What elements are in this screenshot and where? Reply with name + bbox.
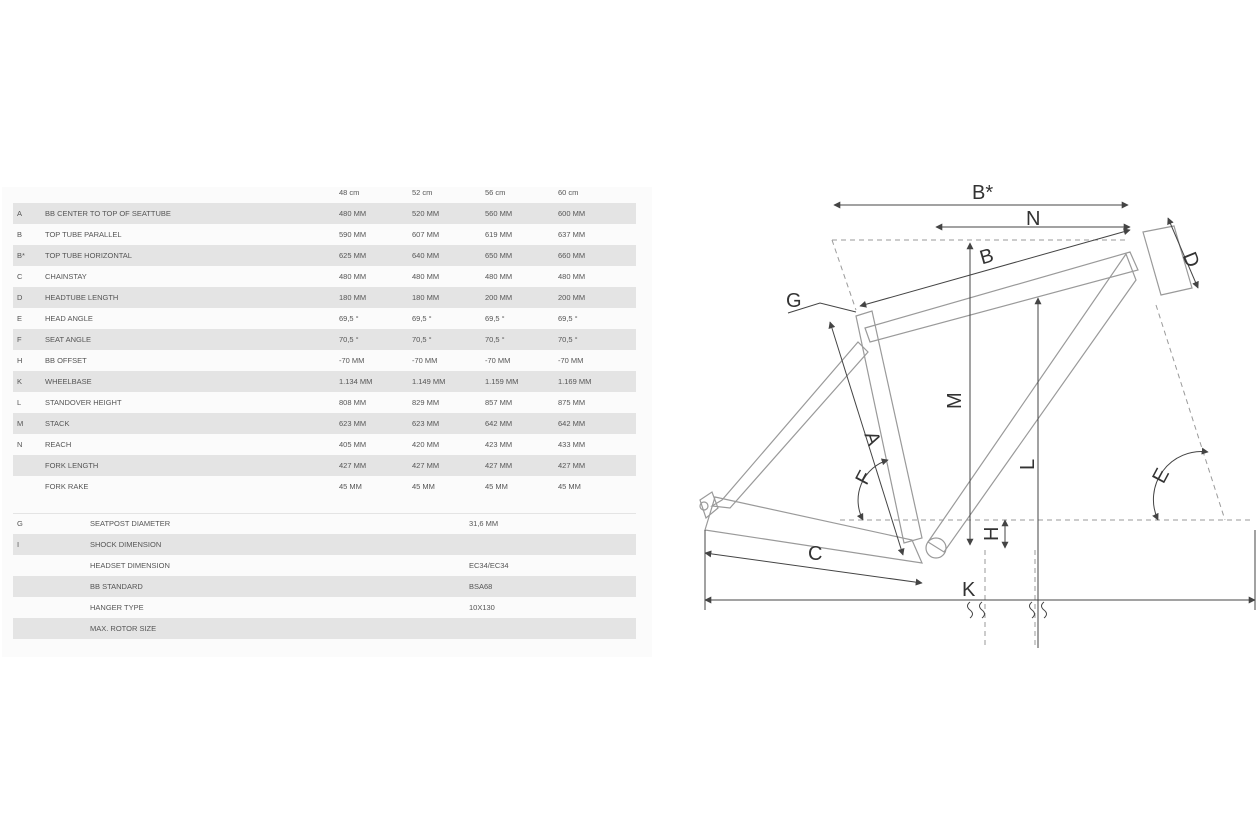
geometry-row — [13, 245, 636, 266]
row-value: 829 MM — [412, 398, 440, 407]
row-code: K — [17, 377, 23, 386]
row-value: 660 MM — [558, 251, 586, 260]
row-value: 427 MM — [558, 461, 586, 470]
row-value: -70 MM — [412, 356, 438, 365]
label-l: L — [1017, 458, 1039, 470]
rear-axle — [700, 502, 708, 510]
label-f: F — [851, 467, 877, 489]
geometry-row — [13, 476, 636, 497]
spec-row — [13, 618, 636, 639]
row-value: 45 MM — [412, 482, 435, 491]
row-value: 70,5 ° — [485, 335, 505, 344]
row-value: 433 MM — [558, 440, 586, 449]
label-m: M — [944, 392, 966, 409]
row-value: 642 MM — [558, 419, 586, 428]
row-value: 45 MM — [558, 482, 581, 491]
row-value: 69,5 ° — [558, 314, 578, 323]
row-value: 875 MM — [558, 398, 586, 407]
row-value: 420 MM — [412, 440, 440, 449]
size-header-4: 60 cm — [558, 188, 579, 197]
row-label: TOP TUBE HORIZONTAL — [45, 251, 132, 260]
row-code: M — [17, 419, 24, 428]
spec-row — [13, 555, 636, 576]
row-value: 642 MM — [485, 419, 513, 428]
row-value: 480 MM — [485, 272, 513, 281]
spec-value: 10X130 — [469, 603, 495, 612]
label-a: A — [859, 428, 885, 449]
row-value: 857 MM — [485, 398, 513, 407]
row-value: 640 MM — [412, 251, 440, 260]
row-value: 623 MM — [412, 419, 440, 428]
label-g: G — [786, 290, 802, 312]
row-value: 480 MM — [412, 272, 440, 281]
row-code: L — [17, 398, 22, 407]
dimension-lines — [705, 205, 1255, 648]
dim-e-arc — [1153, 452, 1208, 520]
row-value: 69,5 ° — [485, 314, 505, 323]
row-code: N — [17, 440, 23, 449]
row-value: 1.149 MM — [412, 377, 446, 386]
size-header-3: 56 cm — [485, 188, 506, 197]
row-value: 480 MM — [339, 209, 367, 218]
spec-code: G — [17, 519, 23, 528]
row-value: 619 MM — [485, 230, 513, 239]
row-value: 427 MM — [485, 461, 513, 470]
frame-geometry-diagram — [660, 170, 1260, 660]
row-label: HEADTUBE LENGTH — [45, 293, 119, 302]
row-value: 427 MM — [339, 461, 367, 470]
row-label: STANDOVER HEIGHT — [45, 398, 122, 407]
row-value: 1.159 MM — [485, 377, 519, 386]
spec-row — [13, 597, 636, 618]
row-code: E — [17, 314, 23, 323]
label-bstar: B* — [972, 182, 994, 204]
row-value: 808 MM — [339, 398, 367, 407]
spec-label: BB STANDARD — [90, 582, 143, 591]
row-code: H — [17, 356, 23, 365]
row-label: BB CENTER TO TOP OF SEATTUBE — [45, 209, 171, 218]
break-mark-m — [968, 602, 985, 618]
row-label: SEAT ANGLE — [45, 335, 91, 344]
row-value: 1.169 MM — [558, 377, 592, 386]
geometry-row — [13, 287, 636, 308]
dim-f-arc — [858, 460, 888, 520]
row-value: 625 MM — [339, 251, 367, 260]
row-label: BB OFFSET — [45, 356, 87, 365]
spec-label: HEADSET DIMENSION — [90, 561, 170, 570]
spec-row — [13, 534, 636, 555]
row-label: TOP TUBE PARALLEL — [45, 230, 122, 239]
geometry-row — [13, 455, 636, 476]
geometry-row — [13, 308, 636, 329]
geometry-row — [13, 224, 636, 245]
row-value: 637 MM — [558, 230, 586, 239]
spec-label: SHOCK DIMENSION — [90, 540, 162, 549]
spec-row — [13, 576, 636, 597]
spec-label: MAX. ROTOR SIZE — [90, 624, 157, 633]
row-label: CHAINSTAY — [45, 272, 87, 281]
row-value: 560 MM — [485, 209, 513, 218]
seat-tube — [856, 311, 922, 543]
row-value: 70,5 ° — [339, 335, 359, 344]
row-value: 70,5 ° — [558, 335, 578, 344]
row-value: 405 MM — [339, 440, 367, 449]
row-code: D — [17, 293, 23, 302]
row-value: 70,5 ° — [412, 335, 432, 344]
row-value: 427 MM — [412, 461, 440, 470]
row-value: 1.134 MM — [339, 377, 373, 386]
geometry-row — [13, 266, 636, 287]
geometry-row — [13, 392, 636, 413]
spec-value: BSA68 — [469, 582, 493, 591]
row-label: REACH — [45, 440, 72, 449]
row-value: 600 MM — [558, 209, 586, 218]
seat-reference-line — [832, 240, 856, 310]
row-value: 607 MM — [412, 230, 440, 239]
bottom-bracket — [926, 538, 946, 558]
row-value: 423 MM — [485, 440, 513, 449]
row-value: -70 MM — [339, 356, 365, 365]
geometry-row — [13, 350, 636, 371]
row-value: 69,5 ° — [412, 314, 432, 323]
row-value: 590 MM — [339, 230, 367, 239]
row-value: -70 MM — [558, 356, 584, 365]
dim-b — [860, 230, 1130, 306]
row-code: A — [17, 209, 23, 218]
label-h: H — [981, 526, 1003, 541]
construction-lines — [832, 240, 1250, 648]
geometry-row — [13, 413, 636, 434]
row-code: F — [17, 335, 22, 344]
spec-label: HANGER TYPE — [90, 603, 144, 612]
row-label: STACK — [45, 419, 70, 428]
row-value: 623 MM — [339, 419, 367, 428]
row-label: WHEELBASE — [45, 377, 92, 386]
label-e: E — [1148, 464, 1175, 487]
row-value: 69,5 ° — [339, 314, 359, 323]
geometry-row — [13, 329, 636, 350]
rear-dropout — [700, 492, 718, 518]
row-value: 520 MM — [412, 209, 440, 218]
row-label: FORK LENGTH — [45, 461, 99, 470]
label-b: B — [977, 244, 997, 270]
row-value: 180 MM — [339, 293, 367, 302]
spec-label: SEATPOST DIAMETER — [90, 519, 171, 528]
row-code: B — [17, 230, 23, 239]
row-value: 480 MM — [339, 272, 367, 281]
row-label: HEAD ANGLE — [45, 314, 93, 323]
row-value: 45 MM — [339, 482, 362, 491]
dimension-labels — [786, 182, 1204, 601]
row-value: 180 MM — [412, 293, 440, 302]
row-value: 480 MM — [558, 272, 586, 281]
geometry-row — [13, 371, 636, 392]
geometry-row — [13, 434, 636, 455]
row-value: 650 MM — [485, 251, 513, 260]
steering-axis-line — [1156, 305, 1225, 520]
label-c: C — [808, 543, 823, 565]
label-n: N — [1026, 208, 1041, 230]
spec-value: 31,6 MM — [469, 519, 499, 528]
size-header-1: 48 cm — [339, 188, 360, 197]
row-code: B* — [17, 251, 25, 260]
row-value: -70 MM — [485, 356, 511, 365]
size-header-2: 52 cm — [412, 188, 433, 197]
label-d: D — [1177, 249, 1204, 271]
row-value: 200 MM — [558, 293, 586, 302]
spec-row — [13, 513, 636, 534]
seatstay — [712, 342, 868, 508]
geometry-row — [13, 203, 636, 224]
row-code: C — [17, 272, 23, 281]
spec-value: EC34/EC34 — [469, 561, 509, 570]
spec-code: I — [17, 540, 20, 549]
label-k: K — [962, 579, 976, 601]
row-value: 200 MM — [485, 293, 513, 302]
row-label: FORK RAKE — [45, 482, 89, 491]
row-value: 45 MM — [485, 482, 508, 491]
